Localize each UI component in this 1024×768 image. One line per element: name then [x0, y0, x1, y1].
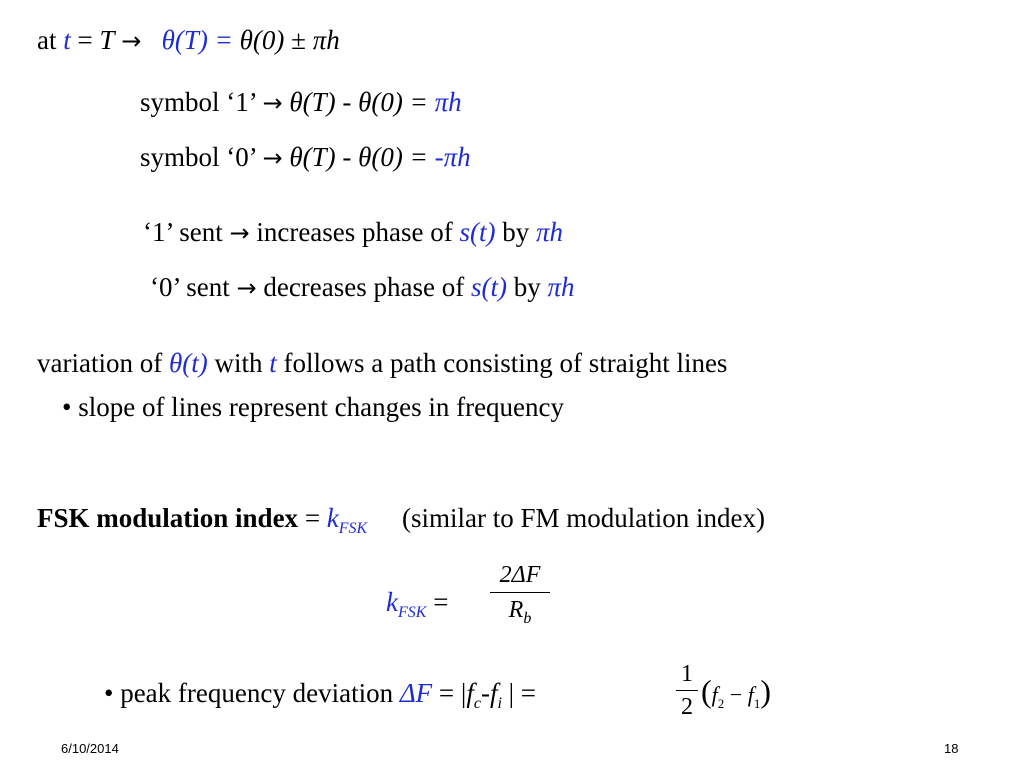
by-text: by	[495, 217, 537, 247]
equals-sign: =	[70, 25, 100, 55]
signal-expression: s(t)	[459, 217, 496, 247]
equals-sign: =	[426, 587, 449, 617]
fraction-denominator	[490, 595, 550, 625]
f1-subscript: 1	[753, 696, 761, 711]
phase-difference-value: -πh	[434, 142, 471, 172]
theta-0-expression: θ(0)	[239, 25, 285, 55]
minus-operator: −	[724, 682, 748, 707]
delta-f-symbol: ΔF	[399, 678, 433, 708]
path-text: follows a path consisting of straight lines	[276, 348, 728, 378]
sent-1-label: ‘1’ sent	[143, 217, 230, 247]
k-letter: k	[326, 503, 339, 533]
arrow-right-icon: →	[229, 219, 250, 247]
variation-line	[37, 347, 727, 379]
at-text: at	[37, 25, 64, 55]
equals-sign: =	[298, 503, 327, 533]
arrow-right-icon: →	[262, 144, 283, 172]
frequency-difference	[701, 675, 771, 711]
with-text: with	[207, 348, 270, 378]
page-number: 18	[944, 741, 959, 756]
f1-letter: f	[747, 682, 754, 707]
modulation-index-fraction	[490, 560, 550, 625]
pi-h-value: πh	[536, 217, 564, 247]
slope-bullet: • slope of lines represent changes in frequency	[62, 392, 565, 422]
phase-condition-line	[37, 24, 340, 57]
fraction-bar	[490, 592, 550, 593]
fi-subscript: i	[497, 695, 502, 712]
symbol-1-line	[140, 86, 462, 119]
half-fraction-bar	[676, 690, 698, 691]
variation-text: variation of	[37, 348, 169, 378]
peak-deviation-line	[104, 677, 537, 712]
t-variable: t	[269, 348, 277, 378]
decreases-text: decreases phase of	[256, 272, 471, 302]
equals-abs-open: = |	[432, 678, 467, 708]
fc-subscript: c	[473, 695, 481, 712]
k-fsk-symbol	[326, 503, 368, 537]
minus-sign: -	[480, 678, 490, 708]
signal-expression: s(t)	[471, 272, 507, 302]
theta-T-expression: θ(T) =	[161, 25, 240, 55]
fc-letter: f	[466, 678, 474, 708]
phase-difference-value: πh	[434, 87, 462, 117]
fraction-numerator	[490, 560, 550, 590]
f2-subscript: 2	[717, 696, 725, 711]
half-fraction	[676, 660, 698, 721]
fsk-index-label: FSK modulation index	[37, 503, 299, 533]
abs-close-equals: | =	[501, 678, 537, 708]
sent-0-label: ‘0’ sent	[150, 272, 237, 302]
denominator-subscript: b	[523, 610, 532, 627]
pi-h-value: πh	[547, 272, 575, 302]
arrow-right-icon: →	[236, 274, 257, 302]
k-letter: k	[386, 587, 398, 617]
increases-text: increases phase of	[249, 217, 460, 247]
arrow-right-icon: →	[121, 27, 142, 55]
half-denominator: 2	[681, 694, 693, 720]
sent-1-line	[143, 216, 563, 249]
pi-h-expression: πh	[312, 25, 340, 55]
fsk-index-line	[37, 502, 765, 537]
sent-0-line	[150, 271, 575, 304]
phase-difference-expression: θ(T) - θ(0) =	[282, 142, 435, 172]
footer-date: 6/10/2014	[61, 741, 119, 756]
half-numerator: 1	[681, 661, 693, 687]
T-variable: T	[99, 25, 115, 55]
symbol-1-label: symbol ‘1’	[140, 87, 263, 117]
peak-deviation-label: • peak frequency deviation	[104, 678, 400, 708]
numerator-text: 2ΔF	[499, 562, 541, 588]
theta-t-expression: θ(t)	[168, 348, 208, 378]
t-variable: t	[63, 25, 71, 55]
fsk-subscript: FSK	[397, 604, 427, 621]
f2-letter: f	[711, 682, 718, 707]
plus-minus-sign: ±	[284, 25, 313, 55]
fm-note: (similar to FM modulation index)	[401, 503, 765, 533]
arrow-right-icon: →	[262, 89, 283, 117]
symbol-0-label: symbol ‘0’	[140, 142, 263, 172]
close-paren: )	[760, 673, 771, 709]
denominator-base: R	[508, 597, 524, 623]
formula-lhs	[386, 586, 449, 621]
fsk-subscript: FSK	[338, 520, 368, 537]
fi-letter: f	[489, 678, 498, 708]
open-paren: (	[701, 673, 712, 709]
phase-difference-expression: θ(T) - θ(0) =	[282, 87, 435, 117]
symbol-0-line	[140, 141, 471, 174]
by-text: by	[507, 272, 548, 302]
